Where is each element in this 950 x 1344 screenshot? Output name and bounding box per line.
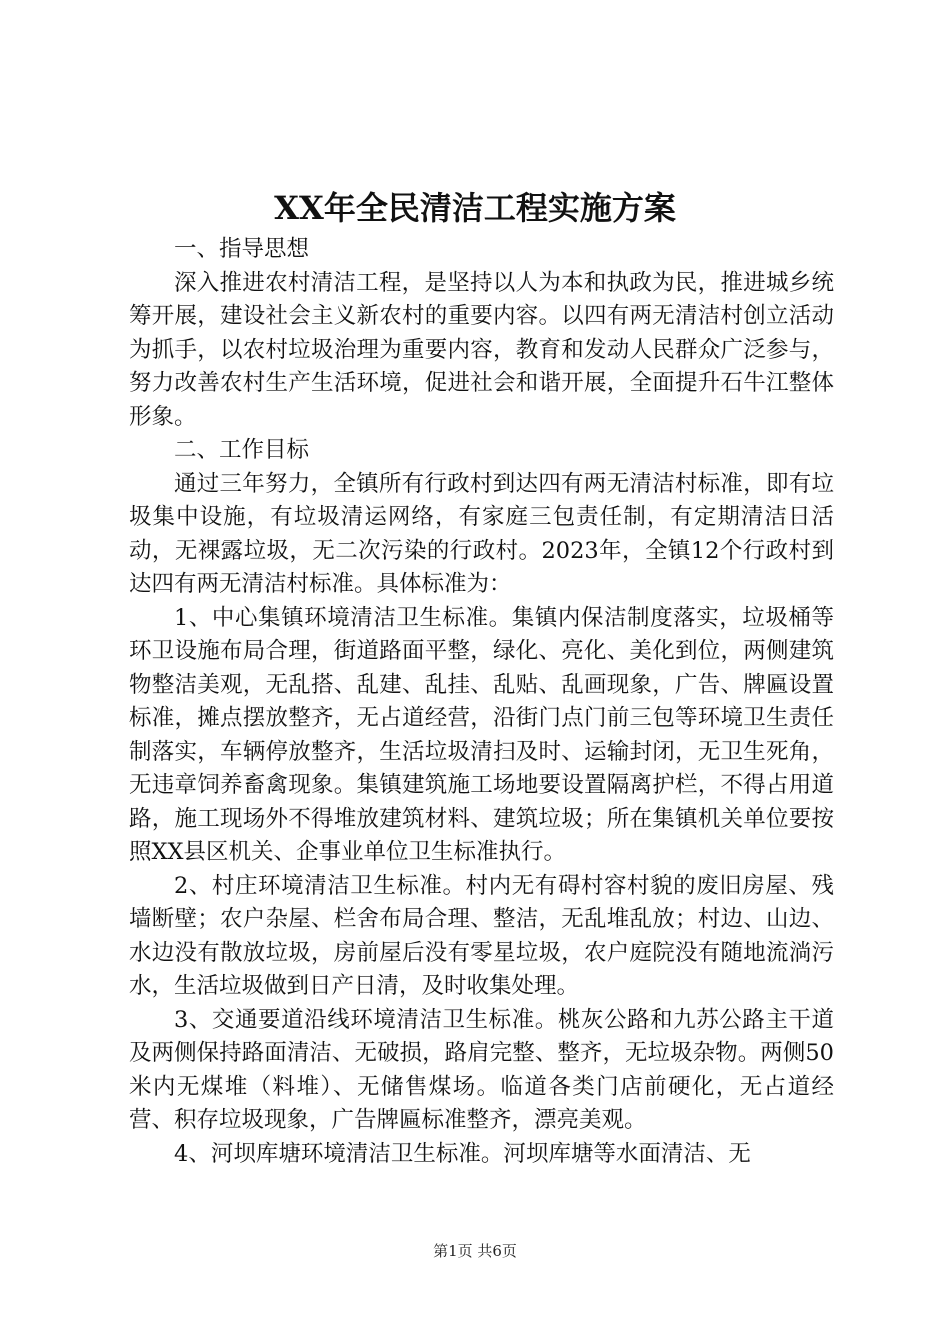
paragraph-guiding-ideology: 深入推进农村清洁工程，是坚持以人为本和执政为民，推进城乡统筹开展，建设社会主义新农村的重要内容。以四有两无清洁村创立活动为抓手，以农村垃圾治理为重要内容，教育和发动人民群众广泛参与，努力改善农村生产生活环境，促进社会和谐开展，全面提升石牛江整体形象。: [129, 269, 834, 430]
section-heading-work-goals: 二、工作目标: [174, 437, 310, 463]
document-title: XX年全民清洁工程实施方案: [274, 189, 676, 227]
page-number-footer: 第1页 共6页: [433, 1242, 517, 1260]
paragraph-work-goals: 通过三年努力，全镇所有行政村到达四有两无清洁村标准，即有垃圾集中设施，有垃圾清运网络，有家庭三包责任制，有定期清洁日活动，无裸露垃圾，无二次污染的行政村。2023年，全镇12个行政村到达四有两无清洁村标准。具体标准为：: [129, 470, 834, 597]
paragraph-standard-3-roads: 3、交通要道沿线环境清洁卫生标准。桃灰公路和九苏公路主干道及两侧保持路面清洁、无破损，路肩完整、整齐，无垃圾杂物。两侧50米内无煤堆（料堆）、无储售煤场。临道各类门店前硬化，无占道经营、积存垃圾现象，广告牌匾标准整齐，漂亮美观。: [129, 1006, 834, 1133]
document-body: [129, 233, 834, 1171]
section-heading-guiding-ideology: 一、指导思想: [174, 236, 310, 262]
paragraph-standard-1-town: 1、中心集镇环境清洁卫生标准。集镇内保洁制度落实，垃圾桶等环卫设施布局合理，街道路面平整，绿化、亮化、美化到位，两侧建筑物整洁美观，无乱搭、乱建、乱挂、乱贴、乱画现象，广告、牌匾设置标准，摊点摆放整齐，无占道经营，沿街门点门前三包等环境卫生责任制落实，车辆停放整齐，生活垃圾清扫及时、运输封闭，无卫生死角，无违章饲养畜禽现象。集镇建筑施工场地要设置隔离护栏，不得占用道路，施工现场外不得堆放建筑材料、建筑垃圾；所在集镇机关单位要按照XX县区机关、企事业单位卫生标准执行。: [129, 604, 834, 865]
paragraph-standard-4-rivers: 4、河坝库塘环境清洁卫生标准。河坝库塘等水面清洁、无: [174, 1140, 751, 1167]
paragraph-standard-2-village: 2、村庄环境清洁卫生标准。村内无有碍村容村貌的废旧房屋、残墙断壁；农户杂屋、栏舍布局合理、整洁，无乱堆乱放；村边、山边、水边没有散放垃圾，房前屋后没有零星垃圾，农户庭院没有随地流淌污水，生活垃圾做到日产日清，及时收集处理。: [129, 872, 834, 999]
